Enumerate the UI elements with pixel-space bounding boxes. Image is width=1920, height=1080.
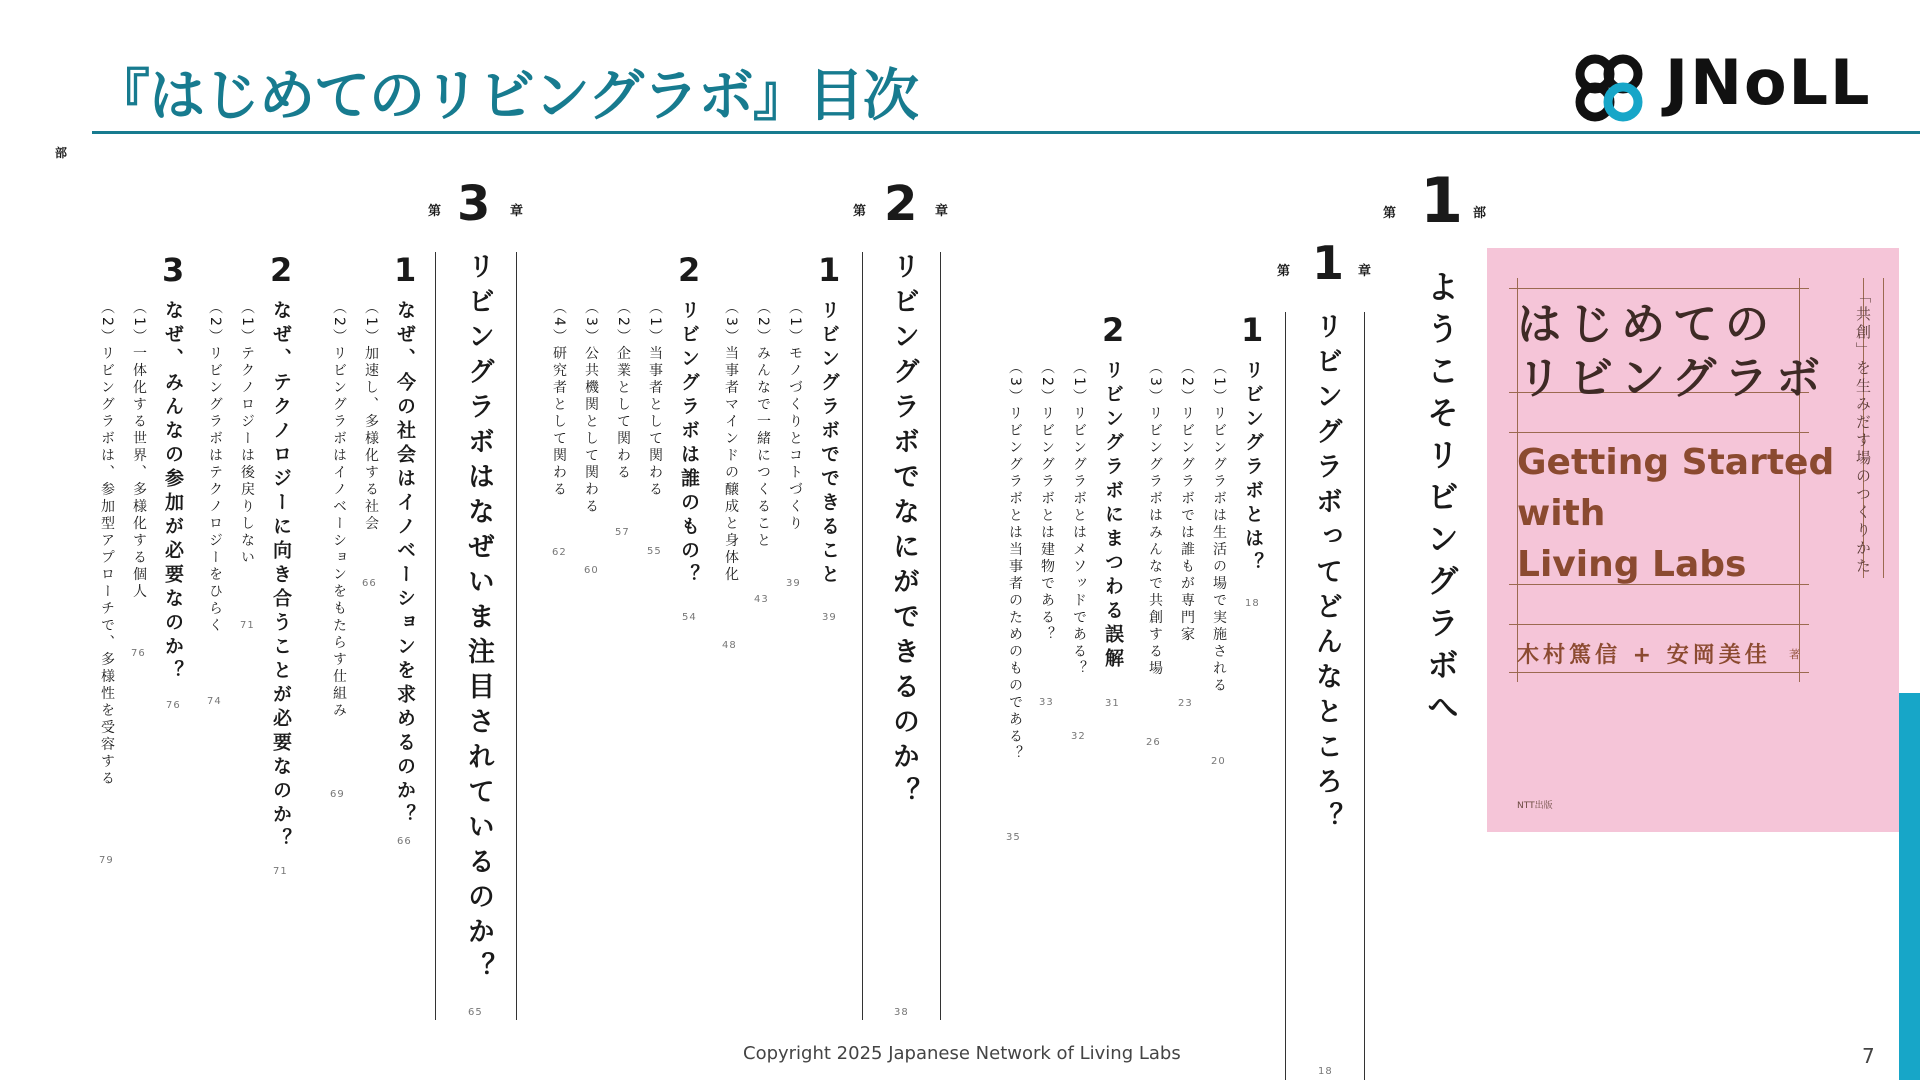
ch3-s3-item1: （1）一体化する世界、多様化する個人 <box>131 300 147 601</box>
ch3-section1-title: なぜ、今の社会はイノベーションを求めるのか？ <box>394 300 416 828</box>
ch2-s2-item2-page: 57 <box>615 527 630 538</box>
slide-page-number: 7 <box>1862 1044 1875 1068</box>
chapter2-title: リビングラボでなにができるのか？ <box>888 252 919 812</box>
ch1-section2-page: 31 <box>1105 698 1120 709</box>
ch2-s2-item4-page: 62 <box>552 547 567 558</box>
ch1-s2-item3: （3）リビングラボとは当事者のためのものである？ <box>1007 360 1023 763</box>
ch3-section3-page: 76 <box>166 700 181 711</box>
part1-number: 1 <box>1420 164 1464 237</box>
ch2-s1-item3: （3）当事者マインドの醸成と身体化 <box>723 300 739 584</box>
chapter3-suffix: 章 <box>510 204 524 219</box>
ch1-section1-title: リビングラボとは？ <box>1242 360 1264 576</box>
ch2-section2-page: 54 <box>682 612 697 623</box>
copyright-footer: Copyright 2025 Japanese Network of Living Labs <box>743 1043 1181 1064</box>
ch2-section2-number: 2 <box>678 251 701 289</box>
ch3-section1-number: 1 <box>394 251 417 289</box>
ch2-s2-item1: （1）当事者として関わる <box>647 300 663 499</box>
ch3-section3-title: なぜ、みんなの参加が必要なのか？ <box>162 300 184 684</box>
ch3-s1-item2: （2）リビングラボはイノベーションをもたらす仕組み <box>331 300 347 720</box>
chapter1-number: 1 <box>1312 236 1345 290</box>
ch2-s2-item3-page: 60 <box>584 565 599 576</box>
chapter1-rule-right <box>1364 312 1365 1080</box>
ch3-section2-number: 2 <box>270 251 293 289</box>
chapter1-prefix: 第 <box>1277 264 1291 279</box>
ch1-s2-item1-page: 32 <box>1071 731 1086 742</box>
ch2-s1-item2: （2）みんなで一緒につくること <box>755 300 771 550</box>
ch2-s1-item3-page: 48 <box>722 640 737 651</box>
ch1-s2-item1: （1）リビングラボとはメソッドである？ <box>1071 360 1087 678</box>
chapter1-suffix: 章 <box>1358 264 1372 279</box>
chapter2-rule-right <box>940 252 941 1020</box>
page-title: 『はじめてのリビングラボ』目次 <box>94 64 918 129</box>
ch2-s1-item2-page: 43 <box>754 594 769 605</box>
ch3-s1-item1-page: 66 <box>362 578 377 589</box>
ch1-s2-item3-page: 35 <box>1006 832 1021 843</box>
ch2-section1-number: 1 <box>818 251 841 289</box>
ch3-s1-item2-page: 69 <box>330 789 345 800</box>
book-cover <box>1487 248 1899 832</box>
ch1-s1-item1: （1）リビングラボは生活の場で実施される <box>1211 360 1227 695</box>
ch3-s2-item1-page: 71 <box>240 620 255 631</box>
chapter1-page: 18 <box>1318 1066 1333 1077</box>
part1-prefix: 第 <box>1383 206 1397 221</box>
chapter2-number: 2 <box>884 176 918 232</box>
logo-text: JNoLL <box>1665 46 1872 119</box>
ch3-s1-item1: （1）加速し、多様化する社会 <box>363 300 379 533</box>
ch3-s2-item2: （2）リビングラボはテクノロジーをひらく <box>207 300 223 635</box>
book-title-en-line1: Getting Started <box>1517 442 1835 483</box>
part1-suffix: 部 <box>1473 206 1487 221</box>
ch3-s2-item1: （1）テクノロジーは後戻りしない <box>239 300 255 567</box>
book-authors-suffix: 著 <box>1789 648 1800 661</box>
ch1-s2-item2-page: 33 <box>1039 697 1054 708</box>
ch1-s1-item1-page: 20 <box>1211 756 1226 767</box>
ch2-section1-title: リビングラボでできること <box>818 300 840 588</box>
accent-side-bar <box>1899 693 1920 1080</box>
ch1-section2-title: リビングラボにまつわる誤解 <box>1102 360 1124 672</box>
ch3-s2-item2-page: 74 <box>207 696 222 707</box>
chapter2-prefix: 第 <box>853 204 867 219</box>
book-tagline: 「共創」を生みだす場のつくりかた <box>1854 288 1872 576</box>
ch1-s1-item3-page: 26 <box>1146 737 1161 748</box>
ch3-section1-page: 66 <box>397 836 412 847</box>
book-title-en-line2: with <box>1517 493 1606 534</box>
chapter1-title: リビングラボってどんなところ？ <box>1311 312 1342 837</box>
chapter3-page: 65 <box>468 1007 483 1018</box>
ch1-section2-number: 2 <box>1102 311 1125 349</box>
chapter2-suffix: 章 <box>935 204 949 219</box>
ch3-section3-number: 3 <box>162 251 185 289</box>
ch1-s2-item2: （2）リビングラボとは建物である？ <box>1039 360 1055 644</box>
ch1-s1-item2-page: 23 <box>1178 698 1193 709</box>
chapter3-rule-right <box>516 252 517 1020</box>
ch3-section2-page: 71 <box>273 866 288 877</box>
title-underline <box>92 131 1920 134</box>
ch3-section2-title: なぜ、テクノロジーに向き合うことが必要なのか？ <box>270 300 292 852</box>
book-title-jp-line2: リビングラボ <box>1517 353 1829 404</box>
part1-title: ようこそリビングラボへ <box>1422 270 1460 732</box>
ch1-s1-item2: （2）リビングラボでは誰もが専門家 <box>1179 360 1195 644</box>
chain-link-icon <box>1565 44 1661 128</box>
ch2-section1-page: 39 <box>822 612 837 623</box>
ch2-s2-item2: （2）企業として関わる <box>615 300 631 482</box>
book-title-en-line3: Living Labs <box>1517 544 1747 585</box>
ch2-s1-item1: （1）モノづくりとコトづくり <box>787 300 803 533</box>
chapter3-rule-left <box>435 252 436 1020</box>
ch2-section2-title: リビングラボは誰のもの？ <box>678 300 700 588</box>
chapter3-number: 3 <box>457 176 491 232</box>
ch2-s2-item1-page: 55 <box>647 546 662 557</box>
book-publisher: NTT出版 <box>1517 801 1553 811</box>
jnoll-logo <box>1565 44 1920 128</box>
chapter2-page: 38 <box>894 1007 909 1018</box>
book-title-jp-line1: はじめての <box>1517 299 1777 350</box>
chapter1-rule-left <box>1285 312 1286 1080</box>
ch3-s3-item2-page: 79 <box>99 855 114 866</box>
ch2-s1-item1-page: 39 <box>786 578 801 589</box>
ch2-s2-item3: （3）公共機関として関わる <box>583 300 599 516</box>
chapter3-prefix: 第 <box>428 204 442 219</box>
ch1-s1-item3: （3）リビングラボはみんなで共創する場 <box>1147 360 1163 678</box>
ch1-section1-number: 1 <box>1241 311 1264 349</box>
chapter3-title: リビングラボはなぜいま注目されているのか？ <box>463 252 494 987</box>
chapter2-rule-left <box>862 252 863 1020</box>
ch3-s3-item1-page: 76 <box>131 648 146 659</box>
edge-label: 部 <box>55 146 68 160</box>
ch1-section1-page: 18 <box>1245 598 1260 609</box>
ch2-s2-item4: （4）研究者として関わる <box>551 300 567 499</box>
book-authors: 木村篤信 + 安岡美佳 <box>1517 643 1771 668</box>
ch3-s3-item2: （2）リビングラボは、参加型アプローチで、多様性を受容する <box>99 300 115 788</box>
